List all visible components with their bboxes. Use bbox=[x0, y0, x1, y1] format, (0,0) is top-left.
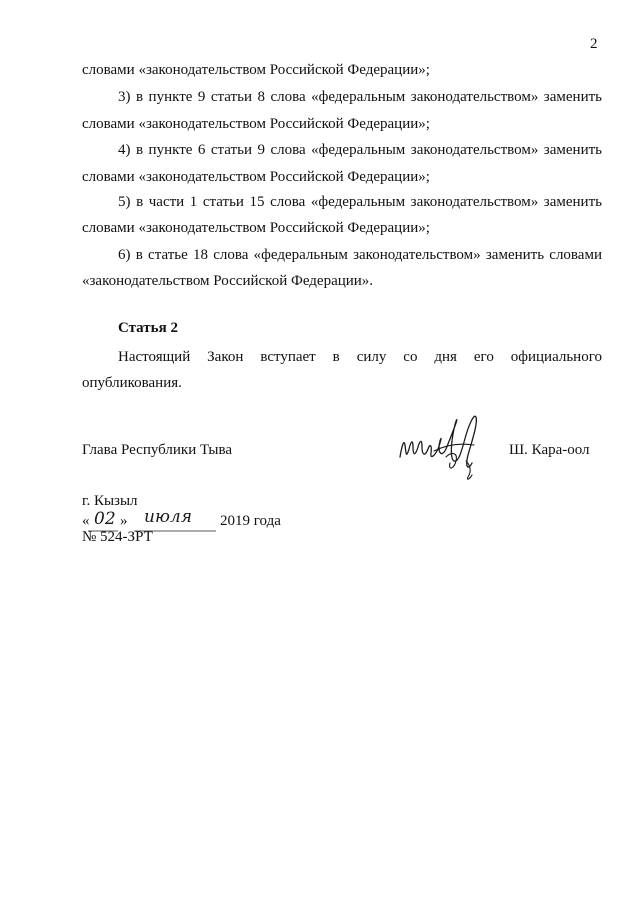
date-close-quote: » bbox=[120, 513, 128, 529]
date-year: 2019 года bbox=[220, 513, 281, 529]
paragraph-line: словами «законодательством Российской Федерации»; bbox=[82, 220, 430, 236]
paragraph-line: словами «законодательством Российской Федерации»; bbox=[82, 62, 430, 78]
paragraph-line: словами «законодательством Российской Федерации»; bbox=[82, 116, 430, 132]
signatory-title: Глава Республики Тыва bbox=[82, 442, 233, 458]
article-text-line: Настоящий Закон вступает в силу со дня его официального bbox=[118, 349, 602, 365]
paragraph-line: «законодательством Российской Федерации». bbox=[82, 273, 374, 289]
city-label: г. Кызыл bbox=[82, 493, 138, 509]
paragraph-line: 6) в статье 18 слова «федеральным законодательством» заменить словами bbox=[118, 247, 602, 263]
signatory-name: Ш. Кара-оол bbox=[509, 442, 590, 458]
date-day-handwritten: 02 bbox=[94, 509, 116, 529]
article-heading: Статья 2 bbox=[118, 320, 178, 336]
paragraph-line: 5) в части 1 статьи 15 слова «федеральным законодательством» заменить bbox=[118, 194, 602, 210]
paragraph-line: 3) в пункте 9 статьи 8 слова «федеральным законодательством» заменить bbox=[118, 89, 602, 105]
page-number: 2 bbox=[590, 36, 598, 52]
law-number: № 524-ЗРТ bbox=[82, 529, 153, 545]
handwritten-signature bbox=[396, 405, 496, 485]
article-text-line: опубликования. bbox=[82, 375, 182, 391]
date-month-handwritten: июля bbox=[144, 507, 192, 527]
date-open-quote: « bbox=[82, 513, 90, 529]
paragraph-line: словами «законодательством Российской Федерации»; bbox=[82, 169, 430, 185]
paragraph-line: 4) в пункте 6 статьи 9 слова «федеральным законодательством» заменить bbox=[118, 142, 602, 158]
